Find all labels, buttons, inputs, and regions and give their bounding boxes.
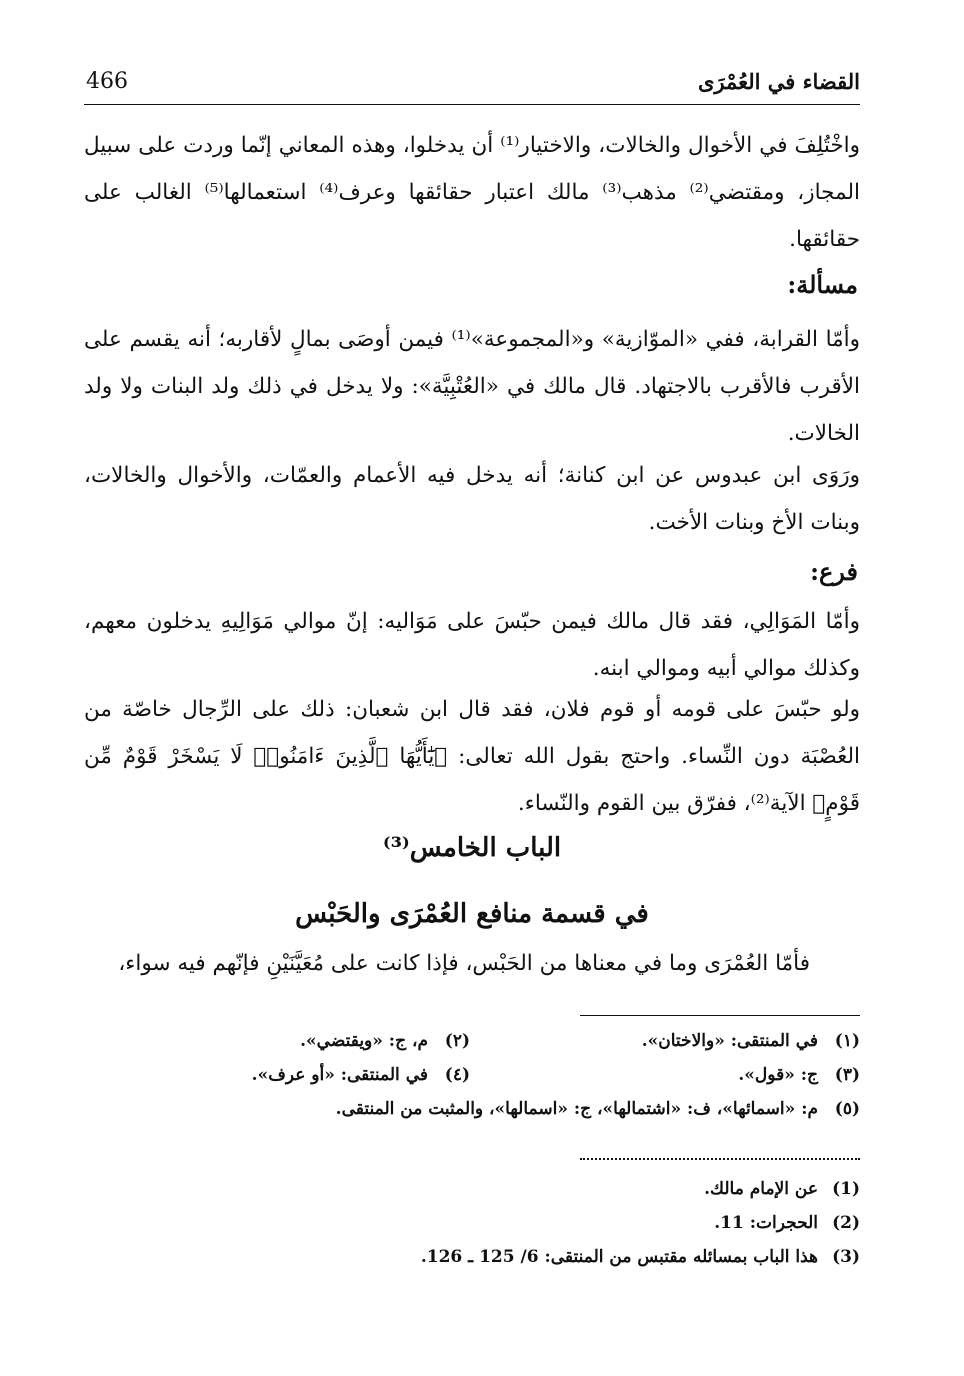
footnote-number: (2) [832, 1213, 860, 1233]
footnote-number: (٣) [834, 1065, 860, 1085]
footnote-number: (٥) [834, 1099, 860, 1119]
footnote-text: الحجرات: 11. [714, 1213, 818, 1233]
footnote-editor-5 [336, 1092, 860, 1126]
section-heading-masala: مسألة: [787, 270, 858, 299]
paragraph-3: ورَوَى ابن عبدوس عن ابن كنانة؛ أنه يدخل فيه الأعمام والعمّات، والأخوال والخالات، وبنات الأخ وبنات الأخت. [84, 463, 860, 535]
paragraph-4: وأمّا المَوَالِي، فقد قال مالك فيمن حبّسَ على مَوَاليه: إنّ موالي مَوَالِيهِ يدخلون معهم، وكذلك موالي أبيه وموالي ابنه. [84, 609, 860, 681]
footnote-editor-2 [300, 1024, 470, 1058]
section-heading-far: فرع: [810, 557, 858, 586]
footnote-editor-1 [642, 1024, 860, 1058]
footnote-editor-4 [252, 1058, 470, 1092]
header-divider [84, 104, 860, 105]
footnote-source-1 [704, 1172, 860, 1206]
paragraph-6: فأمّا العُمْرَى وما في معناها من الحَبْس، فإذا كانت على مُعَيَّنَيْنِ فإنّهم فيه سواء، [118, 951, 810, 976]
footnote-number: (١) [834, 1031, 860, 1051]
paragraph-5: ولو حبّسَ على قومه أو قوم فلان، فقد قال ابن شعبان: ذلك على الرِّجال خاصّة من العُصْبَة دون النِّساء. واحتج بقول الله تعالى: ﴿يَٰٓأَيُّهَا ٱلَّذِينَ ءَامَنُوا۟ لَا يَسْخَرْ قَوْمٌ مِّن قَوْمٍ﴾ الآية⁽²⁾، ففرّق بين القوم والنّساء. [84, 697, 860, 816]
footnote-divider-solid [580, 1015, 860, 1016]
footnote-source-3 [421, 1240, 860, 1274]
running-header-title: القضاء في العُمْرَى [697, 69, 860, 94]
footnote-text: هذا الباب بمسائله مقتبس من المنتقى: 6/ 125 ـ 126. [420, 1247, 818, 1267]
paragraph-1: واخْتُلِفَ في الأخوال والخالات، والاختيار⁽¹⁾ أن يدخلوا، وهذه المعاني إنّما وردت على سبيل المجاز، ومقتضي⁽²⁾ مذهب⁽³⁾ مالك اعتبار حقائقها وعرف⁽⁴⁾ استعمالها⁽⁵⁾ الغالب على حقائقها. [84, 133, 860, 252]
footnote-number: (٤) [444, 1065, 470, 1085]
chapter-title: الباب الخامس⁽³⁾ [382, 833, 562, 863]
footnote-text: م، ج: «ويقتضي». [300, 1031, 428, 1051]
paragraph-2: وأمّا القرابة، ففي «الموّازية» و«المجموعة»⁽¹⁾ فيمن أوصَى بمالٍ لأقاربه؛ أنه يقسم على الأقرب فالأقرب بالاجتهاد. قال مالك في «العُتْبِيَّة»: ولا يدخل في ذلك ولد البنات ولا ولد الخالات. [84, 327, 860, 446]
footnote-number: (3) [832, 1247, 860, 1267]
footnote-text: ج: «قول». [738, 1065, 818, 1085]
footnote-text: عن الإمام مالك. [704, 1179, 818, 1199]
chapter-subtitle: في قسمة منافع العُمْرَى والحَبْس [295, 899, 649, 929]
page-number: 466 [86, 69, 128, 94]
footnote-editor-3 [738, 1058, 860, 1092]
footnote-number: (1) [832, 1179, 860, 1199]
footnote-divider-dotted [580, 1158, 860, 1160]
footnote-text: م: «اسمائها»، ف: «اشتمالها»، ج: «اسمالها»، والمثبت من المنتقى. [335, 1099, 818, 1119]
footnote-text: في المنتقى: «أو عرف». [251, 1065, 428, 1085]
footnote-number: (٢) [444, 1031, 470, 1051]
footnote-source-2 [714, 1206, 860, 1240]
footnote-text: في المنتقى: «والاختان». [641, 1031, 818, 1051]
